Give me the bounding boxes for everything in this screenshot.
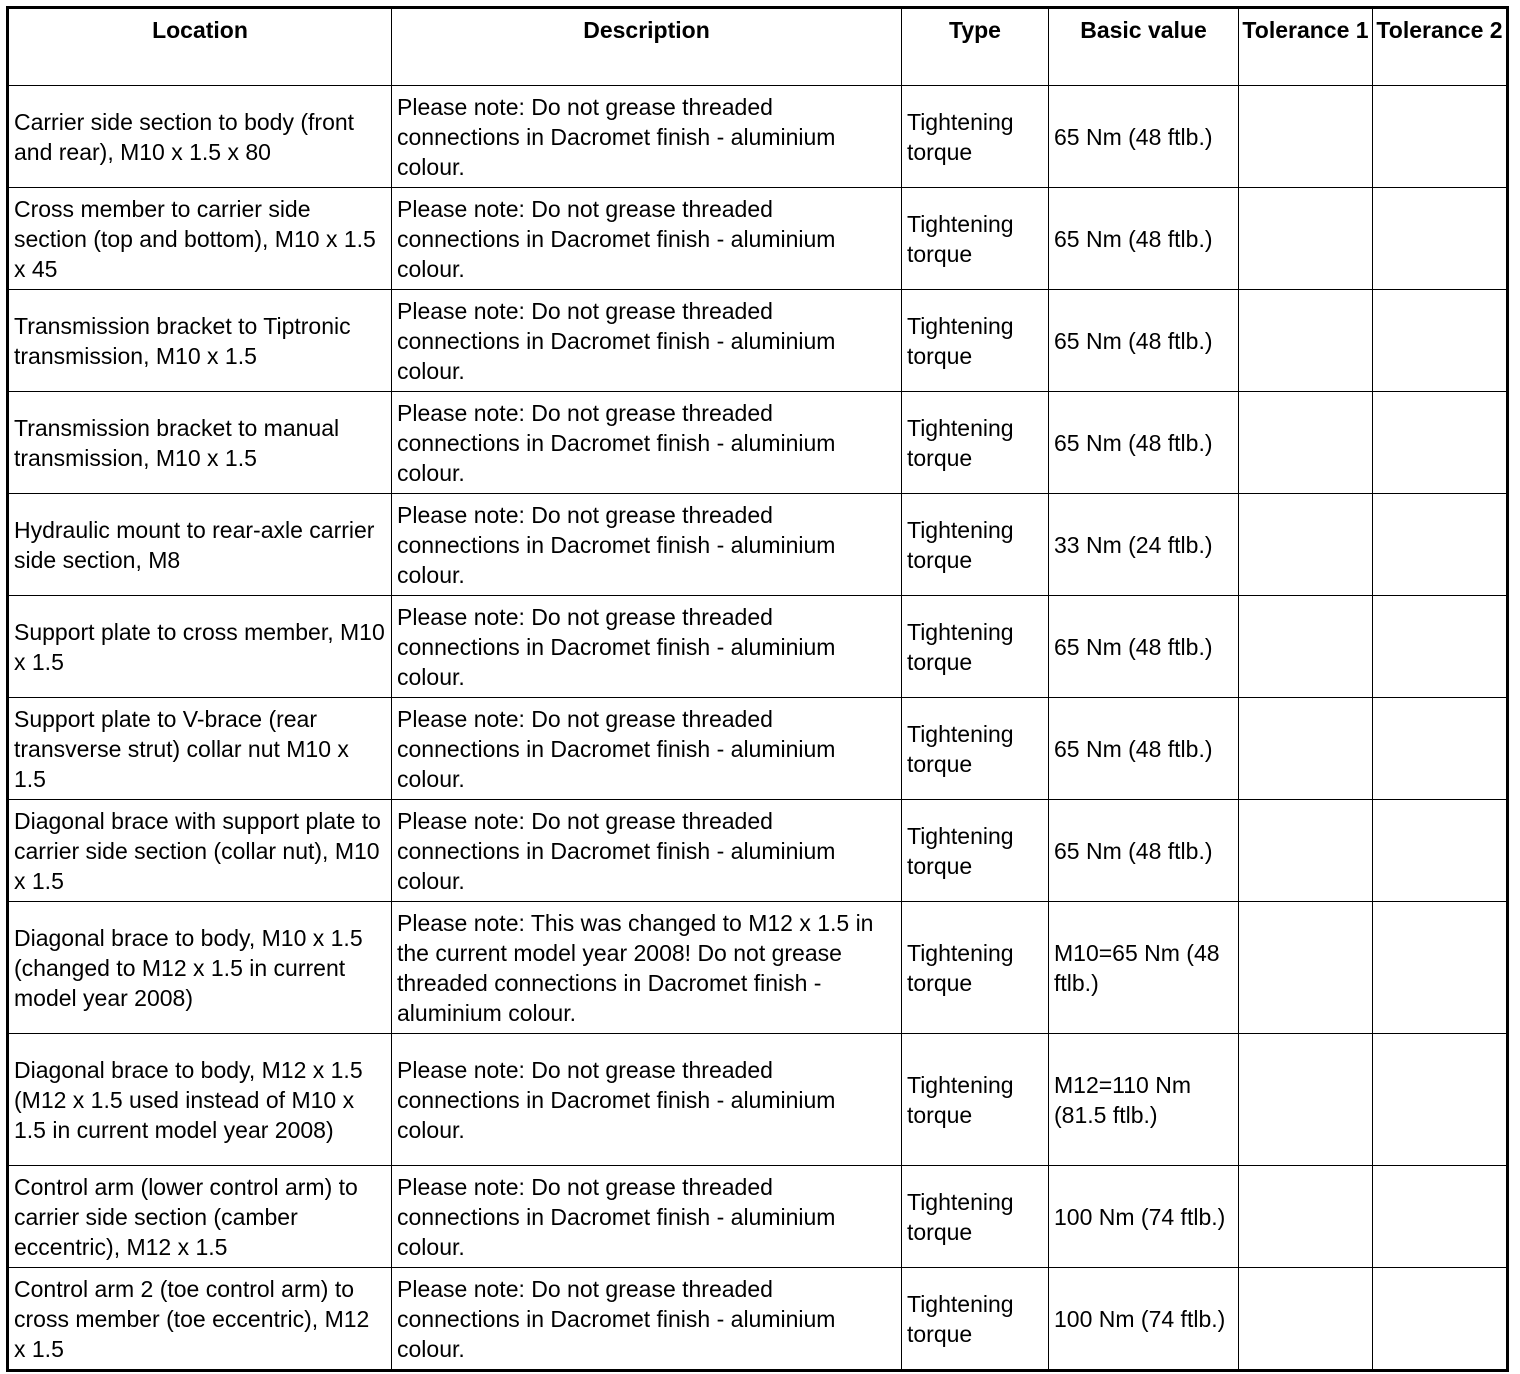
cell-tolerance-1 (1239, 800, 1373, 902)
cell-tolerance-2 (1373, 1034, 1508, 1166)
cell-description: Please note: Do not grease threaded connections in Dacromet finish - aluminium colour. (392, 1268, 902, 1371)
cell-location: Support plate to cross member, M10 x 1.5 (8, 596, 392, 698)
table-row (8, 902, 1508, 1034)
cell-basic-value: M10=65 Nm (48 ftlb.) (1049, 902, 1239, 1034)
cell-type: Tightening torque (902, 1034, 1049, 1166)
cell-basic-value: 65 Nm (48 ftlb.) (1049, 290, 1239, 392)
cell-description: Please note: Do not grease threaded connections in Dacromet finish - aluminium colour. (392, 1166, 902, 1268)
cell-type: Tightening torque (902, 1166, 1049, 1268)
cell-location: Cross member to carrier side section (top and bottom), M10 x 1.5 x 45 (8, 188, 392, 290)
cell-tolerance-1 (1239, 86, 1373, 188)
header-basic-value: Basic value (1049, 8, 1239, 86)
cell-location: Support plate to V-brace (rear transverse strut) collar nut M10 x 1.5 (8, 698, 392, 800)
cell-type: Tightening torque (902, 596, 1049, 698)
table-row (8, 800, 1508, 902)
cell-tolerance-1 (1239, 392, 1373, 494)
cell-basic-value: 33 Nm (24 ftlb.) (1049, 494, 1239, 596)
cell-tolerance-1 (1239, 902, 1373, 1034)
cell-tolerance-1 (1239, 1268, 1373, 1371)
cell-basic-value: 65 Nm (48 ftlb.) (1049, 392, 1239, 494)
cell-tolerance-2 (1373, 1268, 1508, 1371)
cell-location: Control arm (lower control arm) to carrier side section (camber eccentric), M12 x 1.5 (8, 1166, 392, 1268)
table-row (8, 1166, 1508, 1268)
header-tolerance-2: Tolerance 2 (1373, 8, 1508, 86)
cell-location: Diagonal brace with support plate to carrier side section (collar nut), M10 x 1.5 (8, 800, 392, 902)
cell-description: Please note: Do not grease threaded connections in Dacromet finish - aluminium colour. (392, 494, 902, 596)
header-type: Type (902, 8, 1049, 86)
table-row (8, 1034, 1508, 1166)
cell-description: Please note: This was changed to M12 x 1.5 in the current model year 2008! Do not grease threaded connections in Dacromet finish - aluminium colour. (392, 902, 902, 1034)
header-description: Description (392, 8, 902, 86)
cell-tolerance-2 (1373, 392, 1508, 494)
cell-location: Transmission bracket to Tiptronic transmission, M10 x 1.5 (8, 290, 392, 392)
table-row (8, 86, 1508, 188)
cell-tolerance-2 (1373, 800, 1508, 902)
cell-tolerance-1 (1239, 1166, 1373, 1268)
header-location: Location (8, 8, 392, 86)
cell-tolerance-2 (1373, 188, 1508, 290)
cell-basic-value: M12=110 Nm (81.5 ftlb.) (1049, 1034, 1239, 1166)
cell-description: Please note: Do not grease threaded connections in Dacromet finish - aluminium colour. (392, 1034, 902, 1166)
table-row (8, 596, 1508, 698)
cell-location: Carrier side section to body (front and rear), M10 x 1.5 x 80 (8, 86, 392, 188)
cell-description: Please note: Do not grease threaded connections in Dacromet finish - aluminium colour. (392, 392, 902, 494)
cell-tolerance-2 (1373, 290, 1508, 392)
cell-description: Please note: Do not grease threaded connections in Dacromet finish - aluminium colour. (392, 596, 902, 698)
cell-description: Please note: Do not grease threaded connections in Dacromet finish - aluminium colour. (392, 86, 902, 188)
cell-type: Tightening torque (902, 290, 1049, 392)
header-tolerance-1: Tolerance 1 (1239, 8, 1373, 86)
cell-tolerance-2 (1373, 596, 1508, 698)
table-row (8, 494, 1508, 596)
cell-basic-value: 65 Nm (48 ftlb.) (1049, 800, 1239, 902)
cell-type: Tightening torque (902, 392, 1049, 494)
cell-tolerance-1 (1239, 596, 1373, 698)
torque-spec-table (6, 6, 1509, 1372)
cell-type: Tightening torque (902, 902, 1049, 1034)
cell-tolerance-2 (1373, 902, 1508, 1034)
cell-location: Control arm 2 (toe control arm) to cross member (toe eccentric), M12 x 1.5 (8, 1268, 392, 1371)
table-row (8, 290, 1508, 392)
cell-type: Tightening torque (902, 698, 1049, 800)
table-row (8, 698, 1508, 800)
cell-type: Tightening torque (902, 494, 1049, 596)
table-row (8, 1268, 1508, 1371)
cell-basic-value: 65 Nm (48 ftlb.) (1049, 86, 1239, 188)
cell-tolerance-1 (1239, 494, 1373, 596)
cell-tolerance-2 (1373, 494, 1508, 596)
cell-type: Tightening torque (902, 188, 1049, 290)
cell-basic-value: 65 Nm (48 ftlb.) (1049, 596, 1239, 698)
cell-description: Please note: Do not grease threaded connections in Dacromet finish - aluminium colour. (392, 800, 902, 902)
cell-basic-value: 100 Nm (74 ftlb.) (1049, 1268, 1239, 1371)
cell-tolerance-2 (1373, 698, 1508, 800)
cell-tolerance-1 (1239, 290, 1373, 392)
cell-description: Please note: Do not grease threaded connections in Dacromet finish - aluminium colour. (392, 698, 902, 800)
cell-basic-value: 65 Nm (48 ftlb.) (1049, 698, 1239, 800)
table-header-row (8, 8, 1508, 86)
cell-tolerance-1 (1239, 1034, 1373, 1166)
cell-location: Diagonal brace to body, M12 x 1.5 (M12 x 1.5 used instead of M10 x 1.5 in current model year 2008) (8, 1034, 392, 1166)
table-row (8, 392, 1508, 494)
cell-type: Tightening torque (902, 86, 1049, 188)
cell-tolerance-1 (1239, 188, 1373, 290)
cell-tolerance-2 (1373, 86, 1508, 188)
cell-description: Please note: Do not grease threaded connections in Dacromet finish - aluminium colour. (392, 188, 902, 290)
table-row (8, 188, 1508, 290)
cell-type: Tightening torque (902, 800, 1049, 902)
cell-location: Transmission bracket to manual transmission, M10 x 1.5 (8, 392, 392, 494)
cell-tolerance-2 (1373, 1166, 1508, 1268)
cell-description: Please note: Do not grease threaded connections in Dacromet finish - aluminium colour. (392, 290, 902, 392)
cell-basic-value: 65 Nm (48 ftlb.) (1049, 188, 1239, 290)
cell-location: Hydraulic mount to rear-axle carrier side section, M8 (8, 494, 392, 596)
cell-basic-value: 100 Nm (74 ftlb.) (1049, 1166, 1239, 1268)
cell-location: Diagonal brace to body, M10 x 1.5 (changed to M12 x 1.5 in current model year 2008) (8, 902, 392, 1034)
cell-tolerance-1 (1239, 698, 1373, 800)
cell-type: Tightening torque (902, 1268, 1049, 1371)
